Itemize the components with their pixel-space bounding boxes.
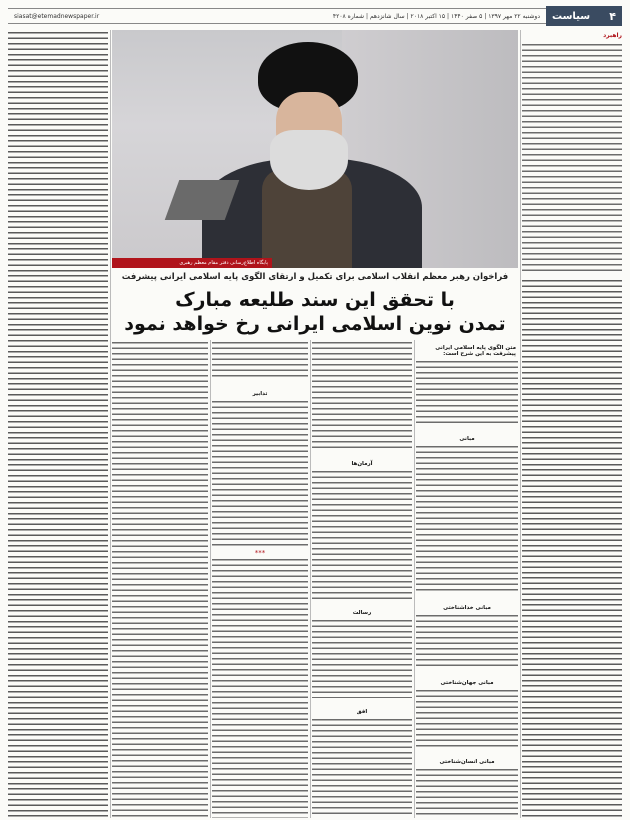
date-line: دوشنبه ۲۲ مهر ۱۳۹۷ | ۵ صفر ۱۴۴۰ | ۱۵ اکتبر ۲۰۱۸ | سال شانزدهم | شماره ۴۲۰۸ [332,12,540,20]
text-block [416,613,518,669]
text-block [312,618,412,698]
article-subhead: مبانی خداشناختی [443,605,491,611]
section-title: سیاست [552,10,591,22]
text-block [312,340,412,450]
text-block [416,444,518,594]
article-subhead: آرمان‌ها [351,461,373,467]
article-subhead: مبانی انسان‌شناختی [439,759,495,765]
text-block [416,688,518,748]
article-subhead: رسالت [352,610,372,616]
left-column [8,30,108,818]
text-block [522,42,622,272]
column-divider [210,340,211,818]
right-column [522,30,622,818]
article-subhead: مبانی جهان‌شناختی [440,680,494,686]
headline-line-2: تمدن نوین اسلامی ایرانی رخ خواهد نمود [124,313,506,335]
text-block [212,557,308,818]
page-number: ۴ [609,9,616,23]
article-column-4 [112,340,208,818]
article-kicker: فراخوان رهبر معظم انقلاب اسلامی برای تکمیل و ارتقای الگوی پایه اسلامی ایرانی پیشرفت [121,272,509,282]
article-column-2 [312,340,412,818]
text-block [522,278,622,818]
column-divider [520,30,521,818]
column-divider [110,30,111,818]
text-block [312,469,412,599]
section-tab [546,6,622,26]
right-column-heading: راهبرد [603,32,622,39]
article-subhead: متن الگوی پایه اسلامی ایرانی پیشرفت به این شرح است: [416,345,518,357]
headline-line-1: با تحقق این سند طلیعه مبارک [175,289,455,311]
text-block [416,767,518,818]
text-block [312,717,412,818]
article-column-3 [212,340,308,818]
photo-caption: پایگاه اطلاع‌رسانی دفتر مقام معظم رهبری [112,258,272,268]
section-separator: *** [212,549,308,557]
article-subhead: مبانی [459,436,475,442]
column-divider [414,340,415,818]
text-block [212,340,308,380]
photo-beard [270,130,348,190]
article-subhead: افق [356,709,368,715]
text-block [416,359,518,425]
column-divider [310,340,311,818]
website-link[interactable]: siasat@etemadnewspaper.ir [14,12,100,20]
article-headline [112,288,518,336]
header-strip [8,8,546,24]
leader-photo [112,30,518,268]
page-header [8,6,622,26]
text-block [212,399,308,549]
article-subhead: تدابیر [252,391,268,397]
article-column-1 [416,340,518,818]
